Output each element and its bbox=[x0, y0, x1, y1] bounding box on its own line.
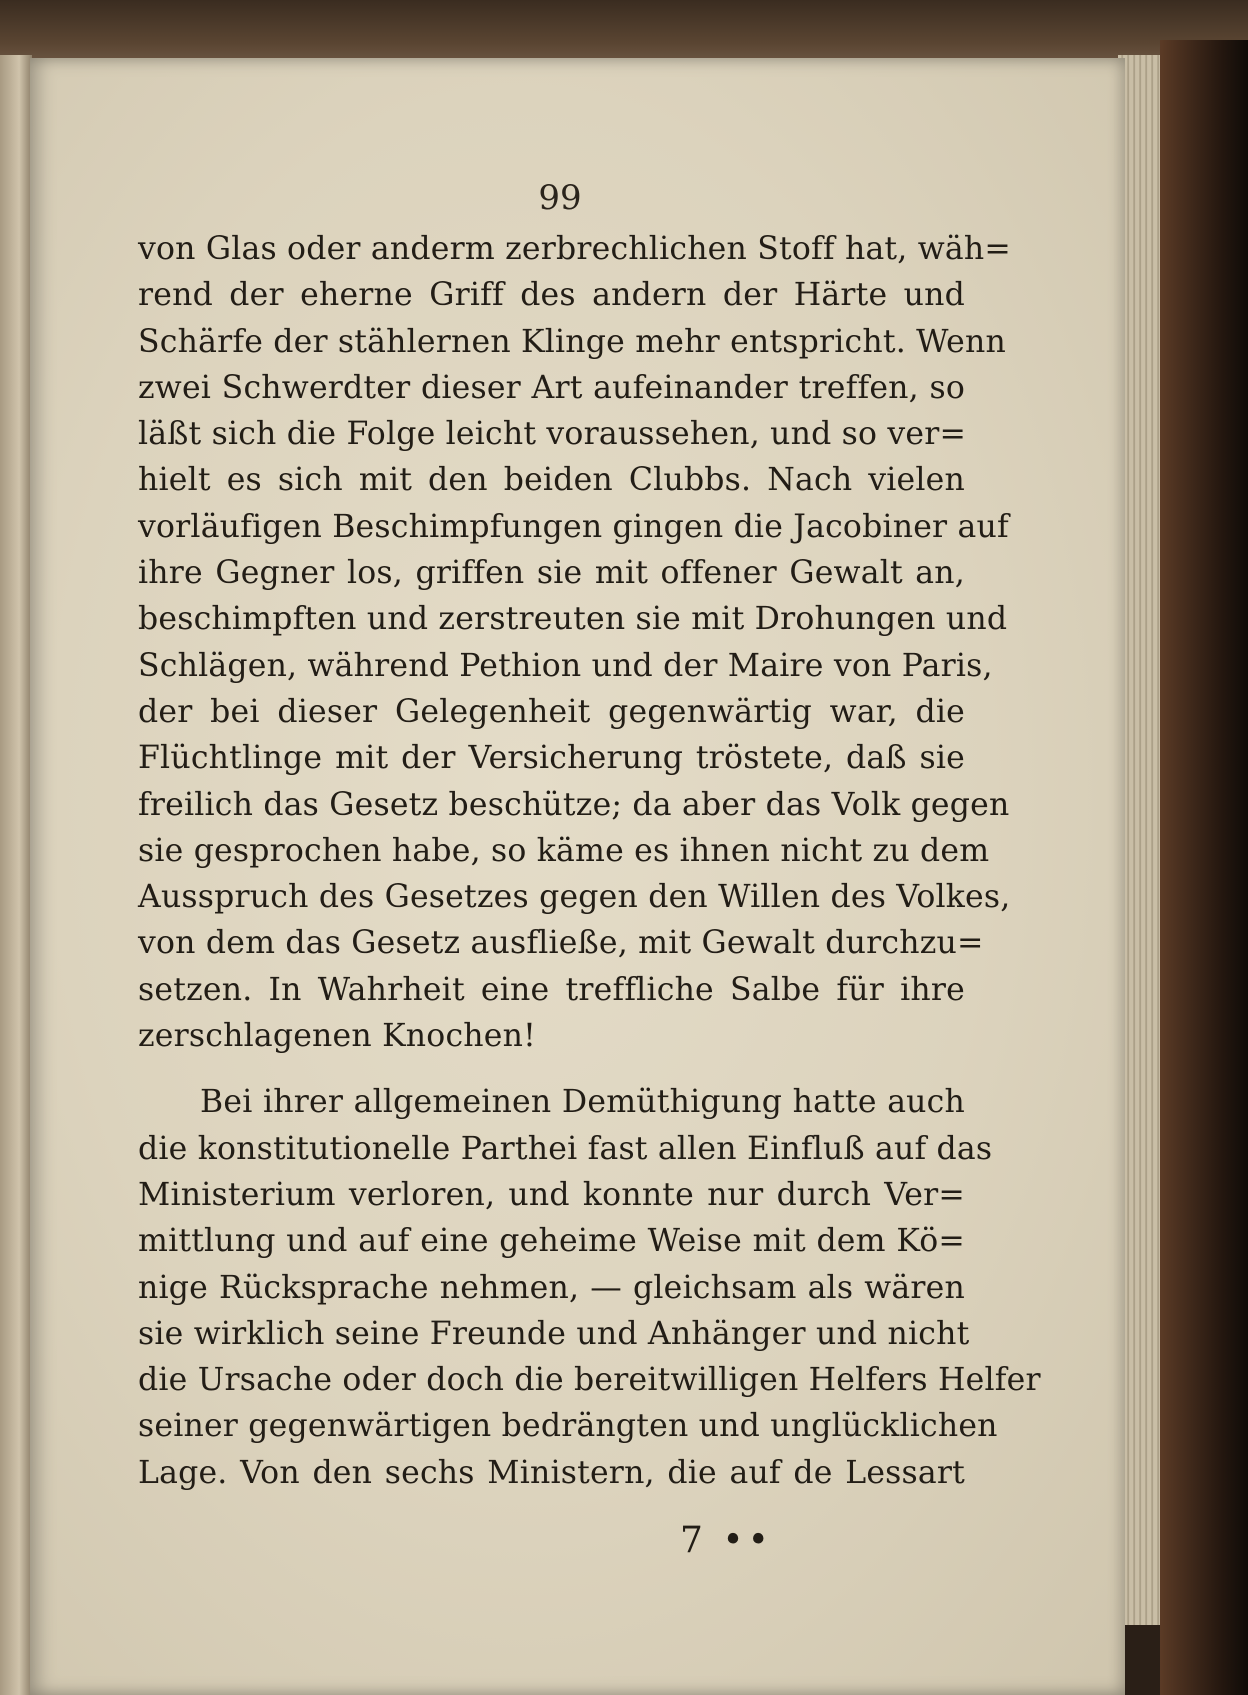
book-binding bbox=[1160, 40, 1248, 1695]
text-line: Ausspruch des Gesetzes gegen den Willen des Volkes, bbox=[138, 879, 1011, 916]
signature-mark: 7 •• bbox=[680, 1520, 773, 1561]
text-line: setzen. In Wahrheit eine treffliche Salbe für ihre bbox=[138, 971, 965, 1008]
book-cover-top-edge bbox=[0, 0, 1248, 62]
previous-page-edge bbox=[0, 55, 32, 1695]
text-line: vorläufigen Beschimpfungen gingen die Jacobiner auf bbox=[138, 508, 1009, 545]
text-line: von dem das Gesetz ausfließe, mit Gewalt durchzu= bbox=[138, 925, 984, 962]
text-line: rend der eherne Griff des andern der Härte und bbox=[138, 277, 965, 314]
text-line: Ministerium verloren, und konnte nur durch Ver= bbox=[138, 1176, 965, 1213]
paragraph-gap bbox=[138, 1059, 965, 1079]
text-line: Schärfe der stählernen Klinge mehr entspricht. Wenn bbox=[138, 323, 1006, 360]
text-line: freilich das Gesetz beschütze; da aber das Volk gegen bbox=[138, 786, 1010, 823]
paragraph-1 bbox=[138, 226, 1011, 1059]
text-line: Bei ihrer allgemeinen Demüthigung hatte auch bbox=[200, 1084, 965, 1121]
text-line: die Ursache oder doch die bereitwilligen Helfers Helfer bbox=[138, 1362, 1041, 1399]
text-line: nige Rücksprache nehmen, — gleichsam als wären bbox=[138, 1269, 965, 1306]
text-line: beschimpften und zerstreuten sie mit Drohungen und bbox=[138, 601, 1008, 638]
text-line: hielt es sich mit den beiden Clubbs. Nach vielen bbox=[138, 462, 965, 499]
text-line: zwei Schwerdter dieser Art aufeinander treffen, so bbox=[138, 369, 965, 406]
book-page bbox=[30, 58, 1125, 1695]
text-line: Flüchtlinge mit der Versicherung tröstete, daß sie bbox=[138, 740, 965, 777]
text-line: seiner gegenwärtigen bedrängten und unglücklichen bbox=[138, 1408, 998, 1445]
paragraph-2 bbox=[138, 1079, 1041, 1496]
text-line: sie gesprochen habe, so käme es ihnen nicht zu dem bbox=[138, 832, 990, 869]
text-line: mittlung und auf eine geheime Weise mit dem Kö= bbox=[138, 1223, 965, 1260]
text-line: Schlägen, während Pethion und der Maire von Paris, bbox=[138, 647, 993, 684]
text-line: sie wirklich seine Freunde und Anhänger und nicht bbox=[138, 1315, 970, 1352]
text-line: der bei dieser Gelegenheit gegenwärtig war, die bbox=[138, 693, 965, 730]
text-line: ihre Gegner los, griffen sie mit offener Gewalt an, bbox=[138, 555, 965, 592]
text-line: zerschlagenen Knochen! bbox=[138, 1018, 536, 1055]
text-line: läßt sich die Folge leicht voraussehen, und so ver= bbox=[138, 416, 967, 453]
page-number: 99 bbox=[538, 178, 582, 218]
text-line: Lage. Von den sechs Ministern, die auf de Lessart bbox=[138, 1454, 965, 1491]
text-line: die konstitutionelle Parthei fast allen Einfluß auf das bbox=[138, 1130, 993, 1167]
text-line: von Glas oder anderm zerbrechlichen Stoff hat, wäh= bbox=[138, 231, 1011, 267]
page-stack-edge bbox=[1118, 55, 1166, 1625]
page-text bbox=[138, 226, 1041, 1496]
